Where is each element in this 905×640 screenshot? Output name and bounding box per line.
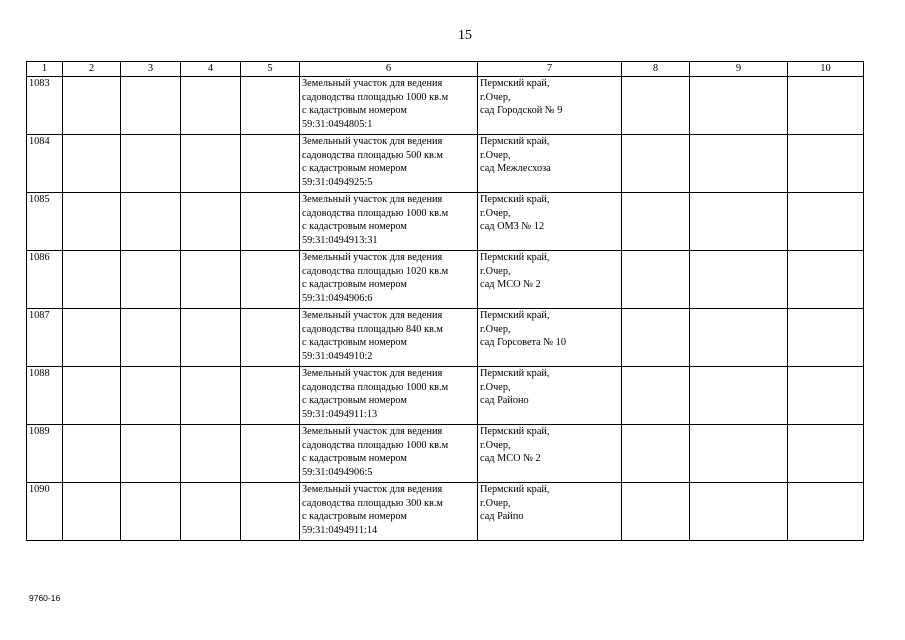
column-header-8: 8 [622,62,690,77]
property-address: Пермский край, г.Очер, сад МСО № 2 [478,425,622,483]
empty-cell [690,425,788,483]
column-header-4: 4 [181,62,241,77]
empty-cell [690,367,788,425]
property-description: Земельный участок для ведения садоводства площадью 1000 кв.м с кадастровым номером 59:31:0494906:5 [300,425,478,483]
empty-cell [241,425,300,483]
empty-cell [181,367,241,425]
property-description: Земельный участок для ведения садоводства площадью 300 кв.м с кадастровым номером 59:31:0494911:14 [300,483,478,541]
property-description: Земельный участок для ведения садоводства площадью 500 кв.м с кадастровым номером 59:31:0494925:5 [300,135,478,193]
empty-cell [63,425,121,483]
empty-cell [241,367,300,425]
empty-cell [622,135,690,193]
empty-cell [121,367,181,425]
empty-cell [788,251,864,309]
empty-cell [121,251,181,309]
row-number: 1085 [27,193,63,251]
empty-cell [181,193,241,251]
column-header-9: 9 [690,62,788,77]
property-address: Пермский край, г.Очер, сад Горсовета № 10 [478,309,622,367]
property-address: Пермский край, г.Очер, сад Межлесхоза [478,135,622,193]
empty-cell [241,193,300,251]
empty-cell [181,309,241,367]
empty-cell [788,483,864,541]
property-description: Земельный участок для ведения садоводства площадью 1000 кв.м с кадастровым номером 59:31:0494911:13 [300,367,478,425]
property-description: Земельный участок для ведения садоводства площадью 1000 кв.м с кадастровым номером 59:31:0494913:31 [300,193,478,251]
empty-cell [690,77,788,135]
row-number: 1087 [27,309,63,367]
column-header-7: 7 [478,62,622,77]
empty-cell [788,425,864,483]
row-number: 1086 [27,251,63,309]
empty-cell [622,425,690,483]
empty-cell [121,425,181,483]
empty-cell [121,193,181,251]
empty-cell [241,135,300,193]
empty-cell [181,483,241,541]
row-number: 1083 [27,77,63,135]
empty-cell [241,251,300,309]
empty-cell [63,367,121,425]
empty-cell [788,77,864,135]
table-row [27,309,864,367]
page-number: 15 [458,28,472,43]
column-header-6: 6 [300,62,478,77]
property-description: Земельный участок для ведения садоводства площадью 1020 кв.м с кадастровым номером 59:31:0494906:6 [300,251,478,309]
empty-cell [63,483,121,541]
document-code: 9760-16 [29,593,61,603]
row-number: 1090 [27,483,63,541]
empty-cell [63,193,121,251]
empty-cell [690,135,788,193]
table-row [27,193,864,251]
table-row [27,425,864,483]
property-address: Пермский край, г.Очер, сад Городской № 9 [478,77,622,135]
empty-cell [690,309,788,367]
row-number: 1089 [27,425,63,483]
property-registry-table [26,61,864,541]
column-header-2: 2 [63,62,121,77]
empty-cell [690,483,788,541]
empty-cell [622,309,690,367]
empty-cell [63,135,121,193]
column-header-5: 5 [241,62,300,77]
table-row [27,483,864,541]
empty-cell [63,77,121,135]
empty-cell [622,251,690,309]
property-address: Пермский край, г.Очер, сад МСО № 2 [478,251,622,309]
empty-cell [121,135,181,193]
table-row [27,135,864,193]
table-row [27,251,864,309]
property-description: Земельный участок для ведения садоводства площадью 1000 кв.м с кадастровым номером 59:31:0494805:1 [300,77,478,135]
empty-cell [241,77,300,135]
row-number: 1084 [27,135,63,193]
empty-cell [241,483,300,541]
empty-cell [622,77,690,135]
column-header-1: 1 [27,62,63,77]
empty-cell [121,77,181,135]
empty-cell [788,193,864,251]
empty-cell [690,251,788,309]
empty-cell [622,483,690,541]
empty-cell [181,425,241,483]
empty-cell [181,251,241,309]
column-header-3: 3 [121,62,181,77]
empty-cell [622,193,690,251]
empty-cell [181,77,241,135]
empty-cell [63,309,121,367]
property-address: Пермский край, г.Очер, сад Райпо [478,483,622,541]
property-address: Пермский край, г.Очер, сад ОМЗ № 12 [478,193,622,251]
empty-cell [622,367,690,425]
empty-cell [788,367,864,425]
empty-cell [241,309,300,367]
row-number: 1088 [27,367,63,425]
table-header-row [27,62,864,77]
property-address: Пермский край, г.Очер, сад Районо [478,367,622,425]
table-row [27,77,864,135]
empty-cell [63,251,121,309]
column-header-10: 10 [788,62,864,77]
empty-cell [121,309,181,367]
empty-cell [690,193,788,251]
empty-cell [788,135,864,193]
empty-cell [788,309,864,367]
empty-cell [181,135,241,193]
table-row [27,367,864,425]
empty-cell [121,483,181,541]
property-description: Земельный участок для ведения садоводства площадью 840 кв.м с кадастровым номером 59:31:0494910:2 [300,309,478,367]
